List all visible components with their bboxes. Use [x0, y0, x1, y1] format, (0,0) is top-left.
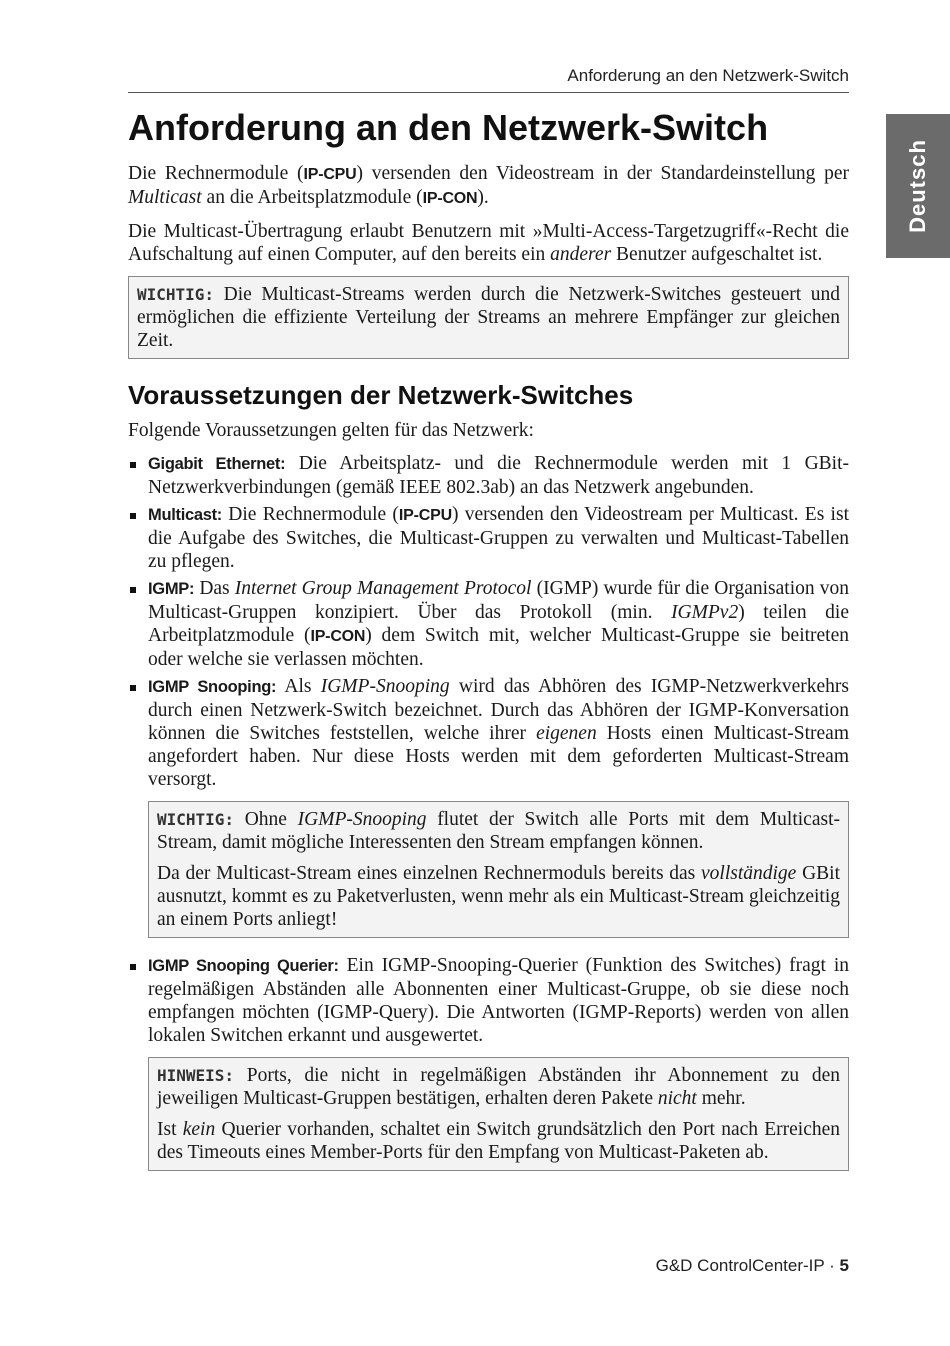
emphasis: Internet Group Management Protocol	[234, 578, 532, 599]
text-run: GBit ausnutzt, kommt es zu Paketverlusten, wenn mehr als ein Multicast-Stream gleichzeitig an einem Ports anliegt!	[157, 863, 840, 930]
text-run: an die Arbeitsplatzmodule (	[201, 187, 423, 208]
footer-product: G&D ControlCenter-IP ·	[655, 1256, 840, 1275]
requirements-list	[128, 452, 849, 791]
text-run: Die Arbeitsplatz- und die Rechnermodule werden mit 1 GBit-Netzwerkverbindungen (gemäß IEEE 802.3ab) an das Netzwerk angebunden.	[148, 453, 849, 498]
language-tab	[886, 114, 950, 258]
code-ip-cpu: IP-CPU	[303, 166, 357, 183]
text-run: Als	[276, 676, 321, 697]
list-item	[128, 675, 849, 791]
text-run: ) dem Switch mit, welcher Multicast-Gruppe sie beitreten oder welche sie verlassen möchten.	[148, 625, 849, 670]
item-label: Multicast:	[148, 506, 223, 524]
running-header: Anforderung an den Netzwerk-Switch	[128, 66, 849, 93]
text-run: Die Rechnermodule (	[222, 504, 399, 525]
emphasis: eigenen	[536, 723, 597, 744]
text-run: Ohne	[234, 809, 298, 830]
note-text	[157, 1064, 840, 1110]
code-ip-con: IP-CON	[422, 190, 478, 207]
item-label: Gigabit Ethernet:	[148, 455, 286, 473]
text-run: Hosts einen Multicast-Stream angefordert haben. Nur diese Hosts werden mit dem geforderten Multicast-Stream versorgt.	[148, 723, 849, 790]
important-note-1	[128, 276, 849, 359]
note-key: WICHTIG:	[137, 285, 215, 304]
text-run: ) versenden den Videostream per Multicast. Es ist die Aufgabe des Switches, die Multicast-Gruppen zu verwalten und Multicast-Tabellen zu pflegen.	[148, 504, 849, 572]
language-tab-label: Deutsch	[905, 139, 930, 233]
emphasis-anderer: anderer	[550, 244, 612, 265]
note-key: HINWEIS:	[157, 1066, 235, 1085]
text-run: mehr.	[696, 1088, 746, 1109]
subsection-title: Voraussetzungen der Netzwerk-Switches	[128, 380, 634, 410]
text-run: Das	[194, 578, 235, 599]
text-run: Die Multicast-Streams werden durch die Netzwerk-Switches gesteuert und ermöglichen die effiziente Verteilung der Streams an mehrere Empfänger zur gleichen Zeit.	[137, 284, 840, 351]
text-run: Benutzer aufgeschaltet ist.	[611, 244, 823, 265]
note-key: WICHTIG:	[157, 810, 235, 829]
code-ip-cpu: IP-CPU	[398, 507, 452, 524]
requirements-list-continued	[128, 954, 849, 1047]
item-label: IGMP Snooping:	[148, 678, 277, 696]
text-run: ) versenden den Videostream in der Standardeinstellung per	[356, 163, 849, 184]
note-text	[137, 283, 840, 352]
emphasis: nicht	[657, 1088, 697, 1109]
emphasis: IGMP-Snooping	[297, 809, 427, 830]
text-run: ) teilen die Arbeitplatzmodule (	[148, 602, 849, 646]
section-title: Anforderung an den Netzwerk-Switch	[128, 107, 769, 148]
emphasis-multicast: Multicast	[128, 187, 202, 208]
intro-paragraph-1	[128, 162, 849, 210]
intro-paragraph-2	[128, 220, 849, 266]
note-text	[157, 1118, 840, 1164]
text-run: Die Rechnermodule (	[128, 163, 304, 184]
emphasis: vollständige	[701, 863, 797, 884]
emphasis: kein	[182, 1119, 216, 1140]
text-run: Die Multicast-Übertragung erlaubt Benutzern mit »Multi-Access-Targetzugriff«-Recht die Aufschaltung auf einen Computer, auf den bereits ein	[128, 221, 849, 265]
text-run: Ports, die nicht in regelmäßigen Abständen ihr Abonnement zu den jeweiligen Multicast-Gruppen bestätigen, erhalten deren Pakete	[157, 1065, 840, 1109]
code-ip-con: IP-CON	[310, 628, 366, 645]
emphasis: IGMPv2	[671, 602, 739, 623]
page-footer	[500, 1256, 849, 1276]
subsection-intro: Folgende Voraussetzungen gelten für das Netzwerk:	[128, 420, 534, 441]
list-item	[128, 577, 849, 671]
item-label: IGMP Snooping Querier:	[148, 957, 339, 975]
page-number: 5	[839, 1256, 849, 1275]
text-run: wird das Abhören des IGMP-Netzwerkverkehrs durch einen Netzwerk-Switch bezeichnet. Durch das Abhören der IGMP-Konversation können die Switches feststellen, welche ihrer	[148, 676, 849, 744]
hint-note	[148, 1057, 849, 1171]
text-run: flutet der Switch alle Ports mit dem Multicast-Stream, damit mögliche Interessenten den Stream empfangen können.	[157, 809, 840, 853]
list-item	[128, 954, 849, 1047]
text-run: Ein IGMP-Snooping-Querier (Funktion des Switches) fragt in regelmäßigen Abständen alle Abonnenten einer Multicast-Gruppe, ob sie diese noch empfangen möchten (IGMP-Query). Die Antworten (IGMP-Reports) werden von allen lokalen Switchen erkannt und ausgewertet.	[148, 955, 849, 1046]
note-text	[157, 862, 840, 931]
list-item	[128, 503, 849, 573]
item-label: IGMP:	[148, 580, 195, 598]
list-item	[128, 452, 849, 499]
note-text	[157, 808, 840, 854]
text-run: Querier vorhanden, schaltet ein Switch grundsätzlich den Port nach Erreichen des Timeouts eines Member-Ports für den Empfang von Multicast-Paketen ab.	[157, 1119, 841, 1163]
text-run: Da der Multicast-Stream eines einzelnen Rechnermoduls bereits das	[157, 863, 702, 884]
important-note-2	[148, 801, 849, 938]
text-run: ).	[477, 187, 489, 208]
text-run: (IGMP) wurde für die Organisation von Multicast-Gruppen konzipiert. Über das Protokoll (min.	[148, 578, 850, 623]
main-content	[128, 106, 849, 1187]
emphasis: IGMP-Snooping	[320, 676, 450, 697]
text-run: Ist	[157, 1119, 183, 1140]
